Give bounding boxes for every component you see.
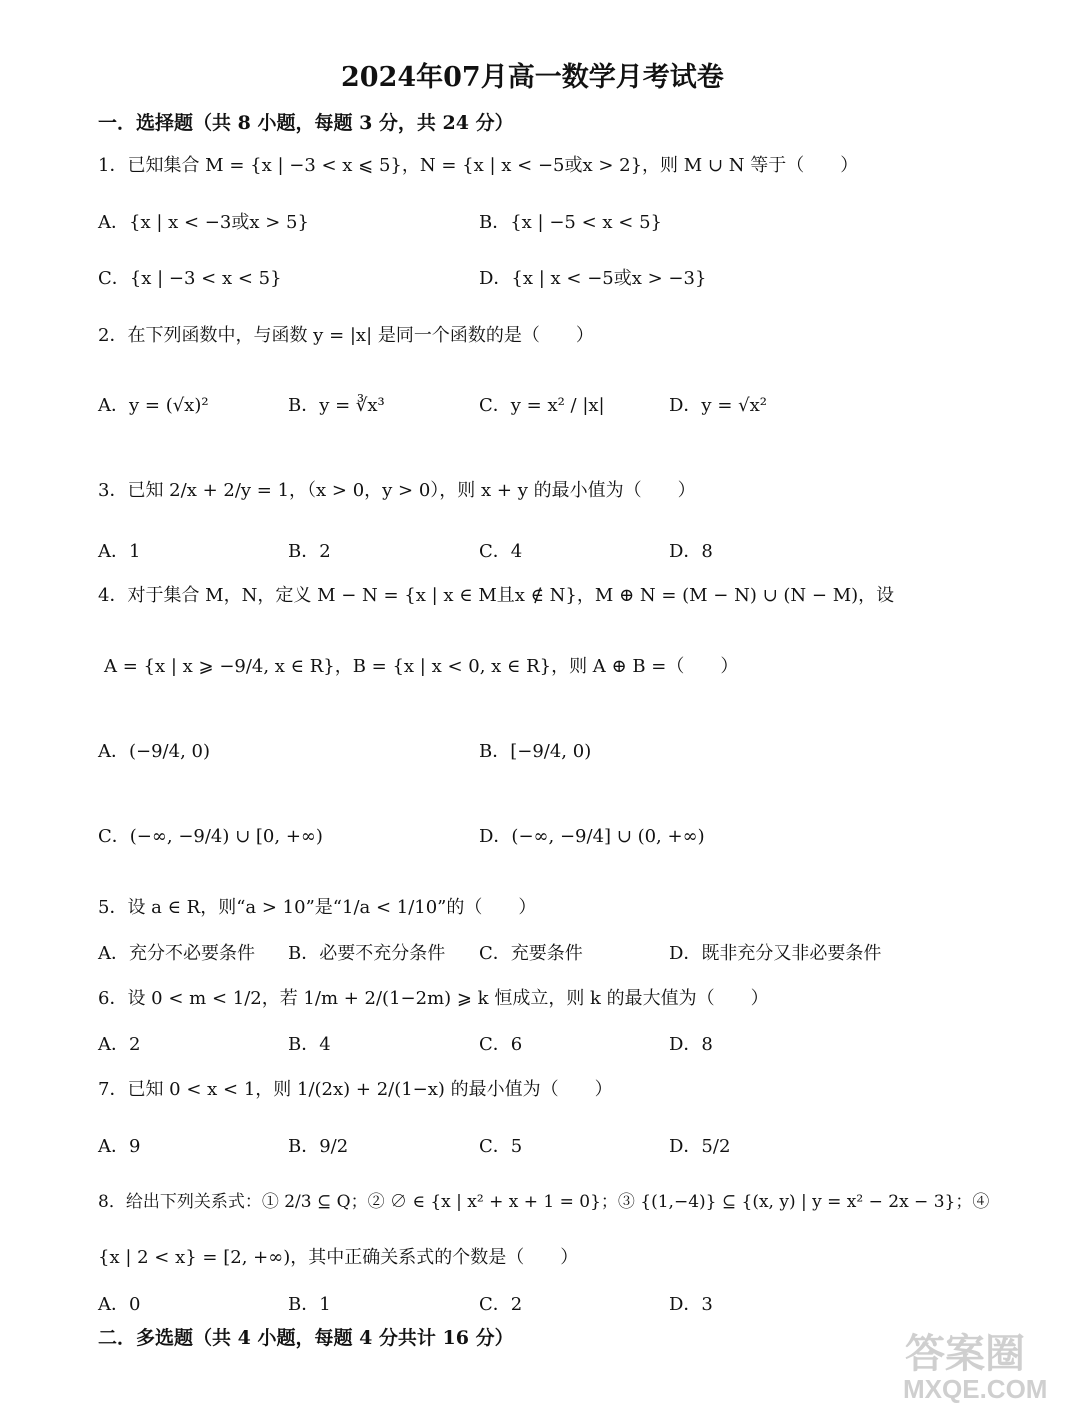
- q3-stem: 3．已知 2/x + 2/y = 1，（x > 0，y > 0），则 x + y 的最小值为（ ）: [98, 480, 696, 501]
- exam-title: 2024年07月高一数学月考试卷: [341, 62, 724, 93]
- q8-stem: 8．给出下列关系式：① 2/3 ⊆ Q；② ∅ ∈ {x | x² + x + 1 = 0}；③ {(1,−4)} ⊆ {(x, y) | y = x² − 2x − 3}；④: [98, 1192, 990, 1212]
- q8-option-a: A．0: [98, 1294, 141, 1315]
- q4-option-d: D．(−∞, −9/4] ∪ (0, +∞): [479, 826, 705, 847]
- q8-option-d: D．3: [669, 1294, 713, 1315]
- q3-option-b: B．2: [288, 541, 331, 562]
- q6-option-c: C．6: [479, 1034, 523, 1055]
- q1-option-d: D．{x | x < −5或x > −3}: [479, 268, 707, 289]
- q7-option-d: D．5/2: [669, 1136, 731, 1157]
- q6-option-b: B．4: [288, 1034, 331, 1055]
- q8-option-c: C．2: [479, 1294, 523, 1315]
- q7-stem: 7．已知 0 < x < 1，则 1/(2x) + 2/(1−x) 的最小值为（ ）: [98, 1079, 613, 1100]
- q4-stem-line2: A = {x | x ⩾ −9/4, x ∈ R}，B = {x | x < 0, x ∈ R}，则 A ⊕ B =（ ）: [104, 656, 739, 677]
- q6-option-d: D．8: [669, 1034, 713, 1055]
- q7-option-b: B．9/2: [288, 1136, 349, 1157]
- q1-stem: 1．已知集合 M = {x | −3 < x ⩽ 5}，N = {x | x < −5或x > 2}，则 M ∪ N 等于（ ）: [98, 155, 859, 176]
- watermark-url: MXQE.COM: [903, 1374, 1048, 1404]
- q2-option-d: D．y = √x²: [669, 395, 767, 416]
- q4-stem: 4．对于集合 M，N，定义 M − N = {x | x ∈ M且x ∉ N}，M ⊕ N = (M − N) ∪ (N − M)，设: [98, 585, 895, 606]
- q5-option-a: A．充分不必要条件: [98, 943, 255, 964]
- watermark-logo-text: 答案圈: [905, 1331, 1025, 1377]
- q5-option-b: B．必要不充分条件: [288, 943, 446, 964]
- q6-stem: 6．设 0 < m < 1/2，若 1/m + 2/(1−2m) ⩾ k 恒成立，则 k 的最大值为（ ）: [98, 988, 769, 1009]
- q1-option-a: A．{x | x < −3或x > 5}: [98, 212, 309, 233]
- q3-option-c: C．4: [479, 541, 523, 562]
- q8-stem-line2: {x | 2 < x} = [2, +∞)，其中正确关系式的个数是（ ）: [98, 1247, 579, 1268]
- q7-option-c: C．5: [479, 1136, 523, 1157]
- q8-option-b: B．1: [288, 1294, 331, 1315]
- q5-option-c: C．充要条件: [479, 943, 583, 964]
- q1-option-c: C．{x | −3 < x < 5}: [98, 268, 282, 289]
- q4-option-a: A．(−9/4, 0): [98, 741, 210, 762]
- q2-option-c: C．y = x² / |x|: [479, 395, 605, 416]
- q7-option-a: A．9: [98, 1136, 141, 1157]
- q2-option-a: A．y = (√x)²: [98, 395, 209, 416]
- q3-option-d: D．8: [669, 541, 713, 562]
- q3-option-a: A．1: [98, 541, 141, 562]
- q4-option-b: B．[−9/4, 0): [479, 741, 592, 762]
- q5-stem: 5．设 a ∈ R，则“a > 10”是“1/a < 1/10”的（ ）: [98, 897, 537, 918]
- section-2-heading: 二．多选题（共 4 小题，每题 4 分共计 16 分）: [98, 1327, 514, 1349]
- q5-option-d: D．既非充分又非必要条件: [669, 943, 882, 964]
- q2-option-b: B．y = ∛x³: [288, 395, 385, 416]
- q4-option-c: C．(−∞, −9/4) ∪ [0, +∞): [98, 826, 323, 847]
- q1-option-b: B．{x | −5 < x < 5}: [479, 212, 662, 233]
- section-1-heading: 一．选择题（共 8 小题，每题 3 分，共 24 分）: [98, 112, 514, 134]
- q6-option-a: A．2: [98, 1034, 141, 1055]
- q2-stem: 2．在下列函数中，与函数 y = |x| 是同一个函数的是（ ）: [98, 325, 594, 346]
